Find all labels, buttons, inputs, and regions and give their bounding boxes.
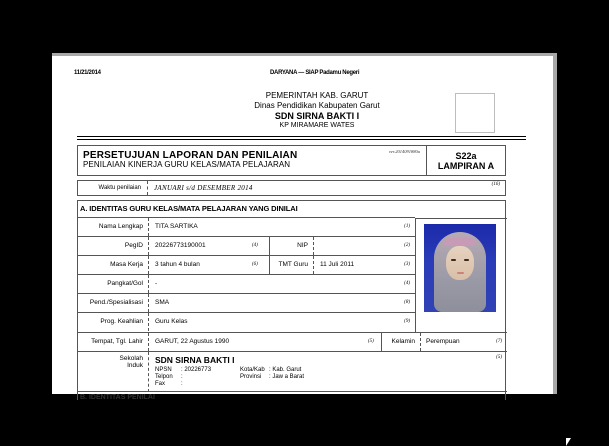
letterhead <box>202 91 432 131</box>
letterhead-school: SDN SIRNA BAKTI I <box>274 111 360 121</box>
form-lampiran: LAMPIRAN A <box>437 161 495 171</box>
nama-value: TITA SARTIKA <box>155 223 198 230</box>
telpon-value: : <box>181 374 183 380</box>
pendidikan-value: SMA <box>155 299 170 306</box>
masa-kerja-num: (6) <box>252 262 258 267</box>
form-title: PERSETUJUAN LAPORAN DAN PENILAIAN <box>83 150 298 161</box>
npsn-label: NPSN <box>155 367 172 373</box>
pangkat-num: (4) <box>404 281 410 286</box>
tmt-guru-label: TMT Guru <box>269 256 314 274</box>
npsn-value: : 20226773 <box>181 367 212 373</box>
teacher-photo-cell <box>415 218 507 333</box>
keahlian-value: Guru Kelas <box>155 318 188 325</box>
print-header-title: DARYANA — SIAP Padamu Negeri <box>270 70 360 76</box>
kota-label: Kota/Kab <box>240 367 265 373</box>
letterhead-department: Dinas Pendidikan Kabupaten Garut <box>254 101 380 110</box>
row-sekolah-induk <box>78 351 507 391</box>
row-pendidikan <box>78 293 415 312</box>
kelamin-value: Perempuan <box>426 338 460 345</box>
nama-label: Nama Lengkap <box>78 218 149 236</box>
masa-kerja-value: 3 tahun 4 bulan <box>155 261 200 268</box>
keahlian-label: Prog. Keahlian <box>78 313 149 331</box>
row-pegid-nip <box>78 236 415 255</box>
pendidikan-num: (8) <box>404 300 410 305</box>
ttl-num: (5) <box>368 339 374 344</box>
pendidikan-label: Pend./Spesialisasi <box>78 294 149 312</box>
sekolah-region-values <box>269 367 304 381</box>
letterhead-government: PEMERINTAH KAB. GARUT <box>265 91 369 100</box>
kelamin-num: (7) <box>496 339 502 344</box>
letterhead-divider <box>77 136 526 140</box>
sekolah-region-labels <box>240 367 265 381</box>
pegid-label: PegID <box>78 237 149 255</box>
next-section-title: B. IDENTITAS PENILAI <box>80 394 155 401</box>
tmt-guru-value: 11 Juli 2011 <box>320 261 355 268</box>
pegid-num: (4) <box>252 243 258 248</box>
row-keahlian <box>78 312 415 331</box>
pangkat-label: Pangkat/Gol <box>78 275 149 293</box>
form-code: S22a <box>455 151 477 161</box>
form-subtitle: PENILAIAN KINERJA GURU KELAS/MATA PELAJARAN <box>83 160 291 169</box>
assessment-period-label: Waktu penilaian <box>78 181 148 195</box>
row-masa-tmt <box>78 255 415 274</box>
logo-placeholder <box>455 93 495 133</box>
section-title: A. IDENTITAS GURU KELAS/MATA PELAJARAN YANG DINILAI <box>80 204 298 213</box>
next-section-row <box>78 391 507 403</box>
row-pangkat <box>78 274 415 293</box>
kelamin-label: Kelamin <box>381 333 421 351</box>
form-version: ver.2014091880a <box>388 149 420 154</box>
fax-label: Fax <box>155 381 166 387</box>
telpon-label: Telpon <box>155 374 173 380</box>
row-nama <box>78 217 415 236</box>
sekolah-field-labels <box>155 367 173 388</box>
kota-value: : Kab. Garut <box>269 367 302 373</box>
tmt-guru-num: (3) <box>404 262 410 267</box>
assessment-period-value: JANUARI s/d DESEMBER 2014 <box>154 184 253 192</box>
ttl-value: GARUT, 22 Agustus 1990 <box>155 338 230 345</box>
fax-value: : <box>181 381 183 387</box>
sekolah-num: (5) <box>496 355 502 360</box>
sekolah-name: SDN SIRNA BAKTI I <box>155 355 235 365</box>
masa-kerja-label: Masa Kerja <box>78 256 149 274</box>
form-title-box <box>77 145 427 176</box>
mouse-cursor-icon <box>566 438 571 446</box>
nip-label: NIP <box>269 237 314 255</box>
pegid-value: 20226773190001 <box>155 242 206 249</box>
sekolah-field-values <box>181 367 211 388</box>
sekolah-label-line1: Sekolah <box>119 355 143 362</box>
keahlian-num: (9) <box>404 319 410 324</box>
assessment-period-row <box>77 180 506 196</box>
sekolah-label-line2: Induk <box>127 362 143 369</box>
nama-num: (1) <box>404 224 410 229</box>
pangkat-value: - <box>155 280 158 287</box>
form-code-box <box>426 145 506 176</box>
assessment-period-num: (16) <box>491 182 500 187</box>
document-page[interactable] <box>52 53 557 401</box>
teacher-identity-section <box>77 200 506 400</box>
provinsi-value: : Jaw a Barat <box>269 374 305 380</box>
sekolah-label <box>78 352 149 392</box>
teacher-photo <box>424 224 496 312</box>
row-ttl-kelamin <box>78 332 507 351</box>
letterhead-address: KP MIRAMARE WATES <box>279 122 355 129</box>
print-date: 11/21/2014 <box>74 70 101 76</box>
ttl-label: Tempat, Tgl. Lahir <box>78 333 149 351</box>
nip-num: (2) <box>404 243 410 248</box>
provinsi-label: Provinsi <box>240 374 262 380</box>
